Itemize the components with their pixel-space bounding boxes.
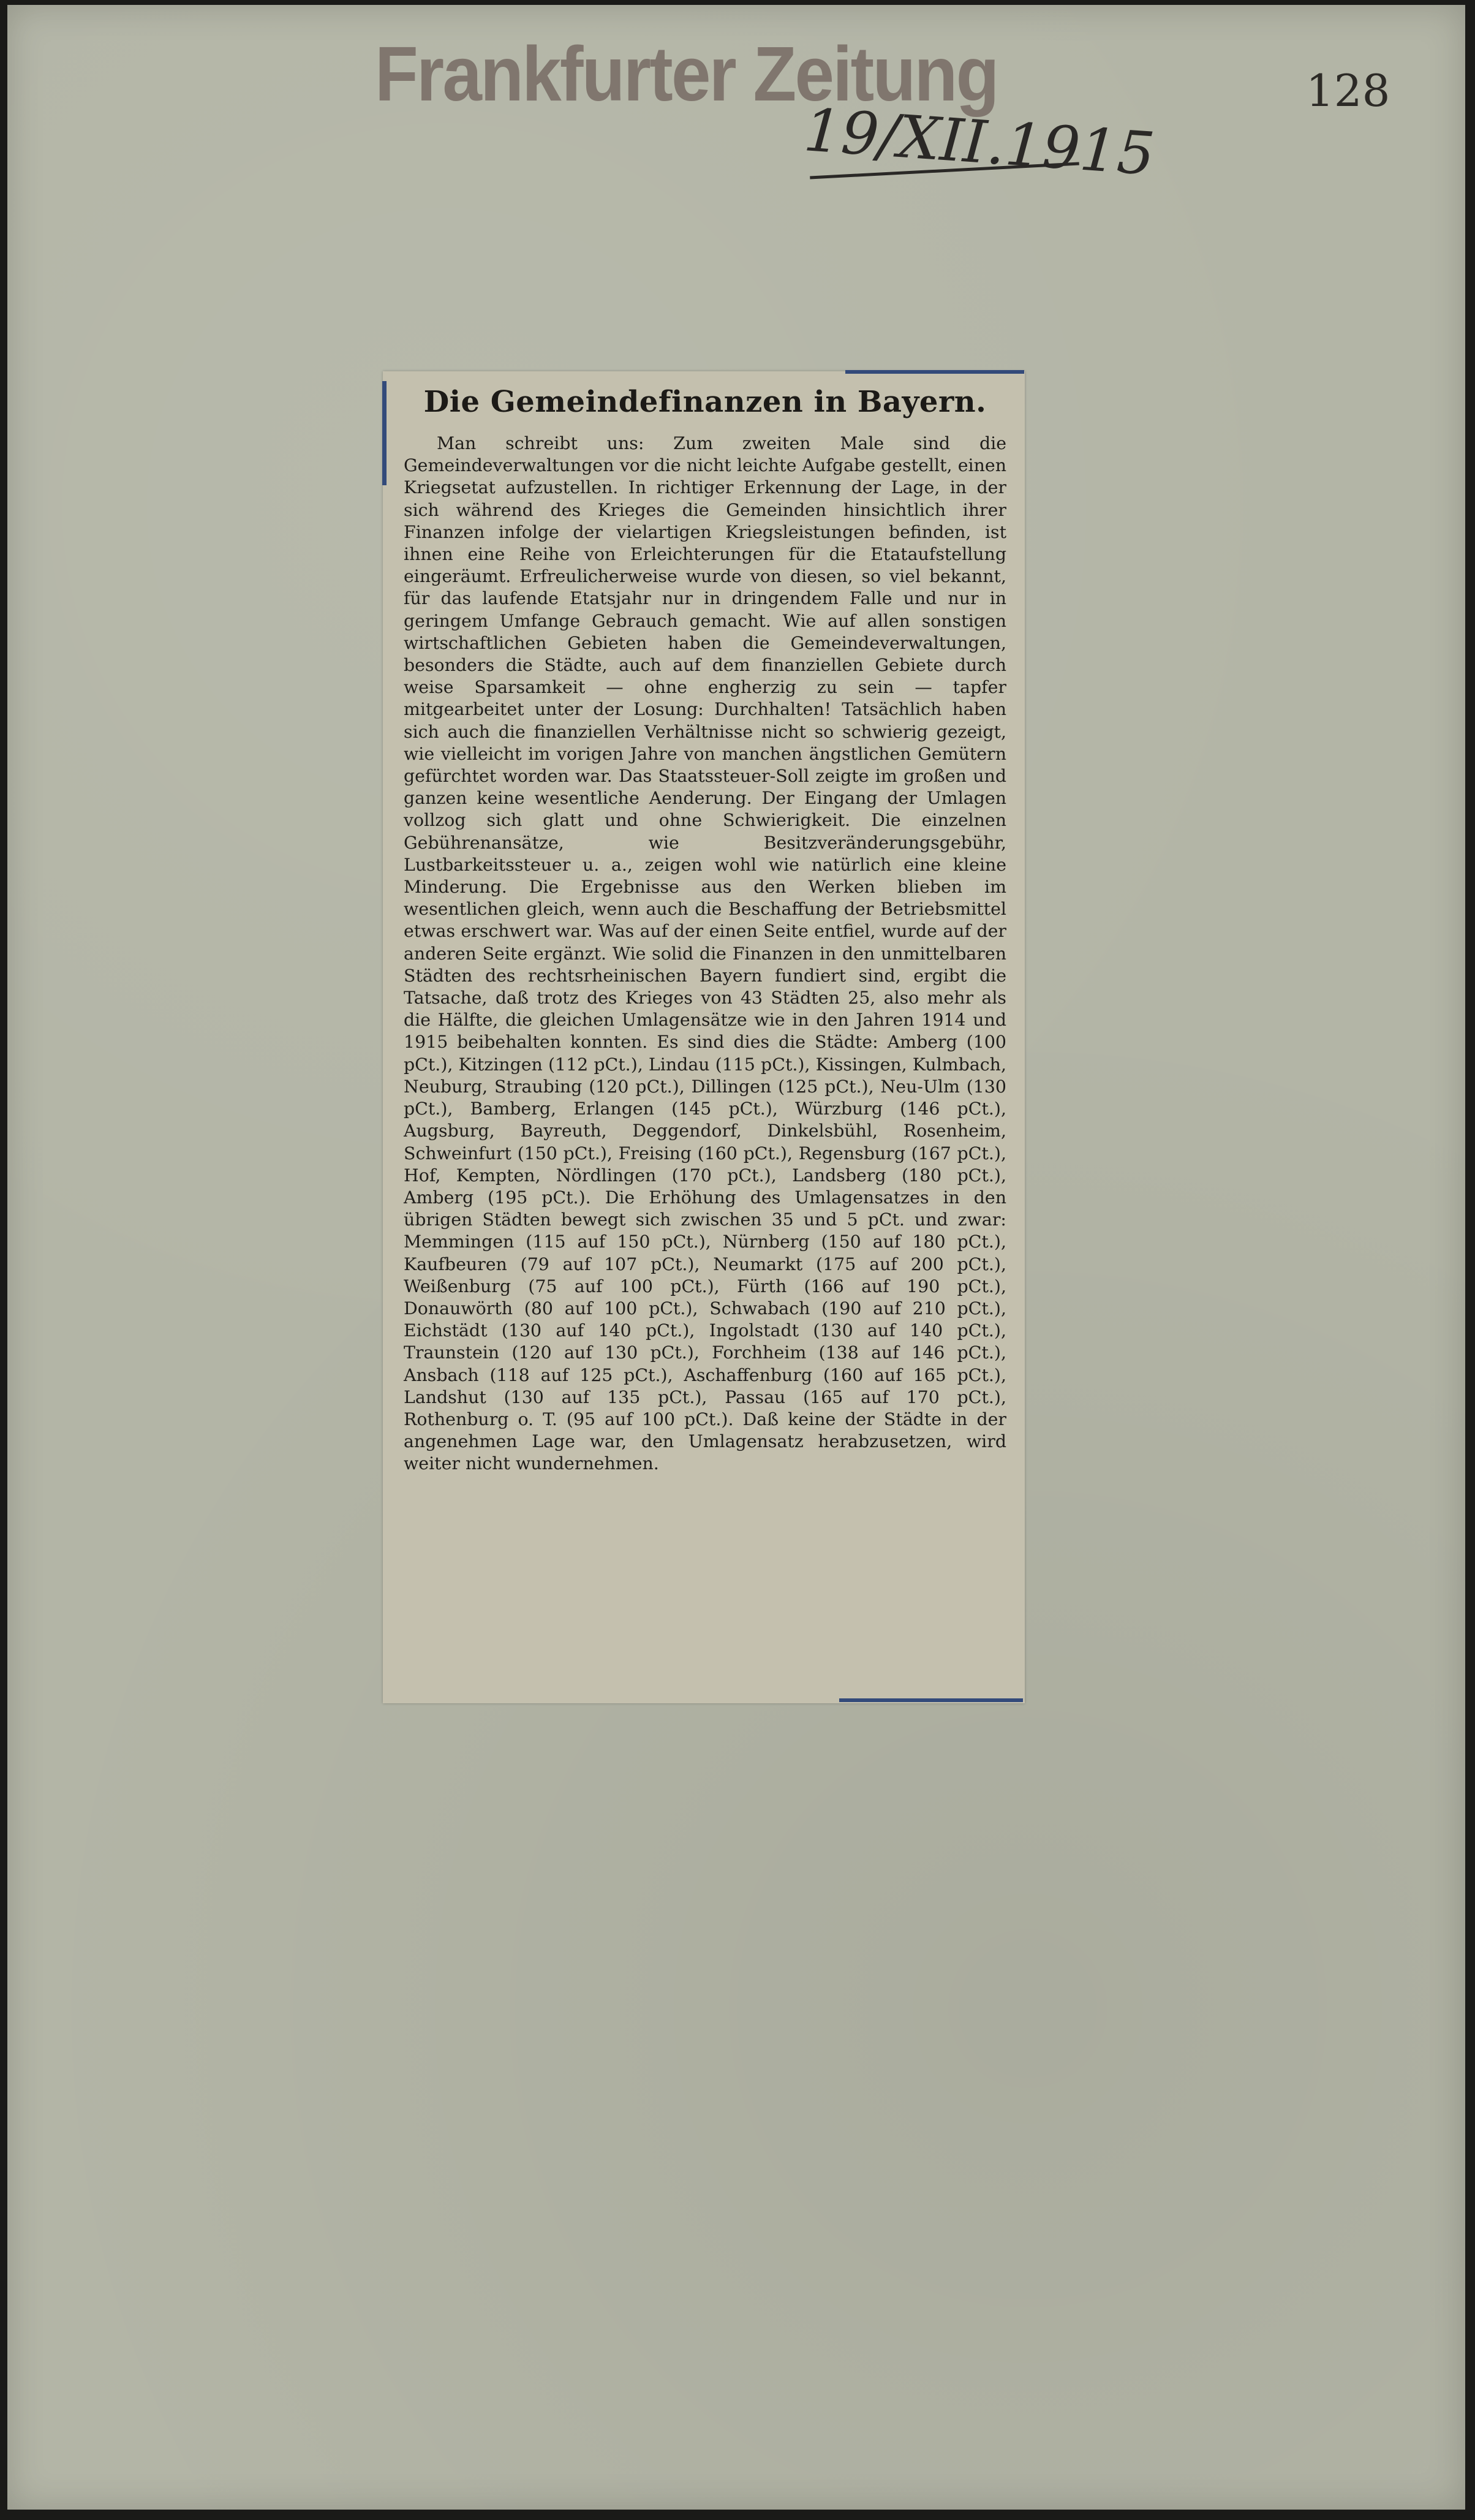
- pencil-mark-bottom: [839, 1698, 1023, 1702]
- newspaper-clipping: [383, 371, 1025, 1703]
- handwritten-date: 19/XII.1915: [801, 96, 1157, 189]
- page-number: 128: [1306, 65, 1390, 116]
- newspaper-stamp: Frankfurter Zeitung: [375, 31, 998, 117]
- article-body: Man schreibt uns: Zum zweiten Male sind die Gemeindeverwaltungen vor die nicht leichte Aufgabe gestellt, einen Kriegsetat aufzustellen. In richtiger Erkennung der Lage, in der sich während des Krieges die Gemeinden hinsichtlich ihrer Finanzen infolge der vielartigen Kriegsleistungen befinden, ist ihnen eine Reihe von Erleichterungen für die Etataufstellung eingeräumt. Erfreulicherweise wurde von diesen, so viel bekannt, für das laufende Etatsjahr nur in dringendem Falle und nur in geringem Umfange Gebrauch gemacht. Wie auf allen sonstigen wirtschaftlichen Gebieten haben die Gemeindeverwaltungen, besonders die Städte, auch auf dem finanziellen Gebiete durch weise Sparsamkeit — ohne engherzig zu sein — tapfer mitgearbeitet unter der Losung: Durchhalten! Tatsächlich haben sich auch die finanziellen Verhältnisse nicht so schwierig gezeigt, wie vielleicht im vorigen Jahre von manchen ängstlichen Gemütern gefürchtet worden war. Das Staatssteuer-Soll zeigte im großen und ganzen keine wesentliche Aenderung. Der Eingang der Umlagen vollzog sich glatt und ohne Schwierigkeit. Die einzelnen Gebührenansätze, wie Besitzveränderungsgebühr, Lustbarkeitssteuer u. a., zeigen wohl wie natürlich eine kleine Minderung. Die Ergebnisse aus den Werken blieben im wesentlichen gleich, wenn auch die Beschaffung der Betriebsmittel etwas erschwert war. Was auf der einen Seite entfiel, wurde auf der anderen Seite ergänzt. Wie solid die Finanzen in den unmittelbaren Städten des rechtsrheinischen Bayern fundiert sind, ergibt die Tatsache, daß trotz des Krieges von 43 Städten 25, also mehr als die Hälfte, die gleichen Umlagensätze wie in den Jahren 1914 und 1915 beibehalten konnten. Es sind dies die Städte: Amberg (100 pCt.), Kitzingen (112 pCt.), Lindau (115 pCt.), Kissingen, Kulmbach, Neuburg, Straubing (120 pCt.), Dillingen (125 pCt.), Neu-Ulm (130 pCt.), Bamberg, Erlangen (145 pCt.), Würzburg (146 pCt.), Augsburg, Bayreuth, Deggendorf, Dinkelsbühl, Rosenheim, Schweinfurt (150 pCt.), Freising (160 pCt.), Regensburg (167 pCt.), Hof, Kempten, Nördlingen (170 pCt.), Landsberg (180 pCt.), Amberg (195 pCt.). Die Erhöhung des Umlagensatzes in den übrigen Städten bewegt sich zwischen 35 und 5 pCt. und zwar: Memmingen (115 auf 150 pCt.), Nürnberg (150 auf 180 pCt.), Kaufbeuren (79 auf 107 pCt.), Neumarkt (175 auf 200 pCt.), Weißenburg (75 auf 100 pCt.), Fürth (166 auf 190 pCt.), Donauwörth (80 auf 100 pCt.), Schwabach (190 auf 210 pCt.), Eichstädt (130 auf 140 pCt.), Ingolstadt (130 auf 140 pCt.), Traunstein (120 auf 130 pCt.), Forchheim (138 auf 146 pCt.), Ansbach (118 auf 125 pCt.), Aschaffenburg (160 auf 165 pCt.), Landshut (130 auf 135 pCt.), Passau (165 auf 170 pCt.), Rothenburg o. T. (95 auf 100 pCt.). Daß keine der Städte in der angenehmen Lage war, den Umlagensatz herabzusetzen, wird weiter nicht wundernehmen.: [404, 433, 1006, 1474]
- pencil-mark-left: [382, 381, 387, 485]
- article-headline: Die Gemeindefinanzen in Bayern.: [423, 385, 987, 419]
- pencil-mark-top: [845, 370, 1024, 374]
